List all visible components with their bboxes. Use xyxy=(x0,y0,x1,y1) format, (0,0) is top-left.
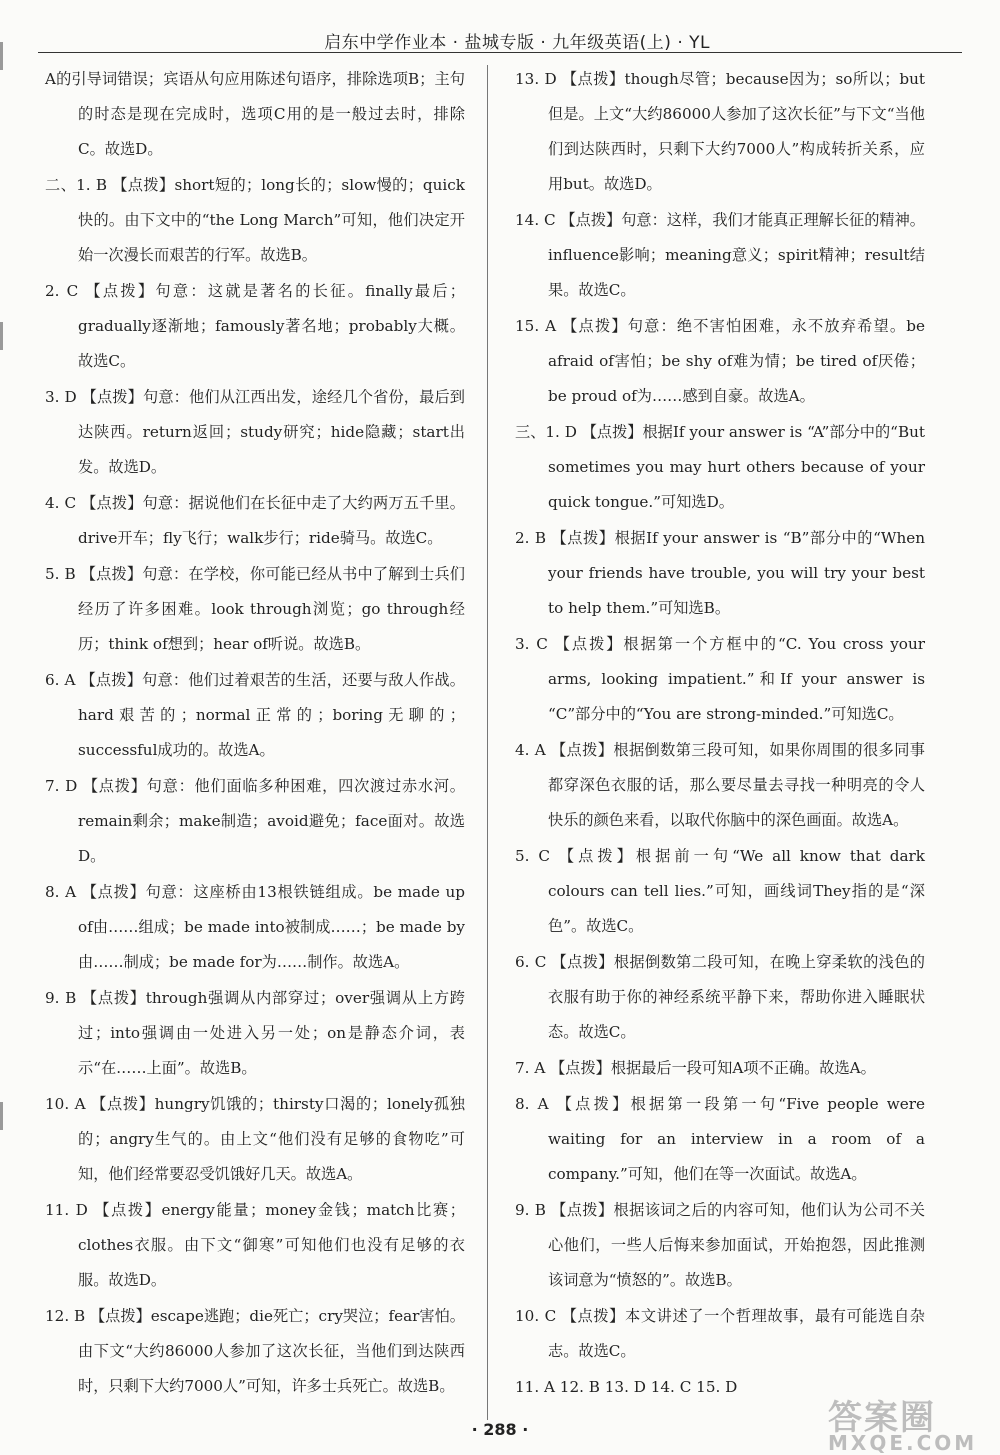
answer-item xyxy=(515,733,925,838)
answer-item xyxy=(515,521,925,626)
answer-item xyxy=(515,415,925,520)
answer-item xyxy=(45,380,465,485)
margin-mark xyxy=(0,42,3,70)
answer-item xyxy=(45,663,465,768)
margin-mark xyxy=(0,1102,3,1130)
answer-text: 6. C 【点拨】根据倒数第二段可知，在晚上穿柔软的浅色的衣服有助于你的神经系统平静下来，帮助你进入睡眠状态。故选C。 xyxy=(515,953,925,1041)
running-header: 启东中学作业本 · 盐城专版 · 九年级英语(上) · YL xyxy=(324,33,710,53)
answer-text: 10. C 【点拨】本文讲述了一个哲理故事，最有可能选自杂志。故选C。 xyxy=(515,1307,925,1360)
answer-text: 9. B 【点拨】through强调从内部穿过；over强调从上方跨过；into强调由一处进入另一处；on是静态介词，表示“在……上面”。故选B。 xyxy=(45,989,465,1077)
answer-text: 3. C 【点拨】根据第一个方框中的“C. You cross your arms, looking impatient.”和If your answer is “C”部分中的“You are strong-minded.”可知选C。 xyxy=(515,635,925,723)
answer-text: 14. C 【点拨】句意：这样，我们才能真正理解长征的精神。influence影响；meaning意义；spirit精神；result结果。故选C。 xyxy=(515,211,925,299)
answer-item xyxy=(45,62,465,167)
answer-text: 11. A 12. B 13. D 14. C 15. D xyxy=(515,1378,738,1396)
answer-item xyxy=(45,981,465,1086)
watermark-text: 答案圈 xyxy=(828,1398,936,1438)
answer-item xyxy=(45,1087,465,1192)
answer-item xyxy=(45,875,465,980)
column-divider xyxy=(487,65,488,1420)
header-rule xyxy=(38,52,962,53)
answer-text: 7. A 【点拨】根据最后一段可知A项不正确。故选A。 xyxy=(515,1059,876,1077)
answer-text: A的引导词错误；宾语从句应用陈述句语序，排除选项B；主句的时态是现在完成时，选项C用的是一般过去时，排除C。故选D。 xyxy=(45,70,465,158)
answer-text: 4. A 【点拨】根据倒数第三段可知，如果你周围的很多同事都穿深色衣服的话，那么要尽量去寻找一种明亮的令人快乐的颜色来看，以取代你脑中的深色画面。故选A。 xyxy=(515,741,925,829)
answer-item xyxy=(45,274,465,379)
answer-text: 9. B 【点拨】根据该词之后的内容可知，他们认为公司不关心他们，一些人后悔来参加面试，开始抱怨，因此推测该词意为“愤怒的”。故选B。 xyxy=(515,1201,925,1289)
answer-item xyxy=(45,486,465,556)
answer-item xyxy=(515,1087,925,1192)
answer-item xyxy=(515,1193,925,1298)
watermark-logo xyxy=(828,1390,988,1455)
page-number: · 288 · xyxy=(471,1420,529,1439)
answer-text: 二、1. B 【点拨】short短的；long长的；slow慢的；quick快的。由下文中的“the Long March”可知，他们决定开始一次漫长而艰苦的行军。故选B。 xyxy=(45,176,465,264)
answer-item xyxy=(45,1299,465,1404)
answer-text: 3. D 【点拨】句意：他们从江西出发，途经几个省份，最后到达陕西。return返回；study研究；hide隐藏；start出发。故选D。 xyxy=(45,388,465,476)
answer-text: 5. B 【点拨】句意：在学校，你可能已经从书中了解到士兵们经历了许多困难。look through浏览；go through经历；think of想到；hear of听说。故选B。 xyxy=(45,565,465,653)
answer-item xyxy=(515,309,925,414)
answer-text: 2. B 【点拨】根据If your answer is “B”部分中的“When your friends have trouble, you will try your best to help them.”可知选B。 xyxy=(515,529,925,617)
answer-text: 7. D 【点拨】句意：他们面临多种困难，四次渡过赤水河。remain剩余；make制造；avoid避免；face面对。故选D。 xyxy=(45,777,465,865)
answer-item xyxy=(45,168,465,273)
answer-text: 4. C 【点拨】句意：据说他们在长征中走了大约两万五千里。drive开车；fly飞行；walk步行；ride骑马。故选C。 xyxy=(45,494,465,547)
answer-text: 8. A 【点拨】根据第一段第一句“Five people were waiting for an interview in a room of a company.”可知，他们在等一次面试。故选A。 xyxy=(515,1095,925,1183)
answer-text: 5. C 【点拨】根据前一句“We all know that dark colours can tell lies.”可知，画线词They指的是“深色”。故选C。 xyxy=(515,847,925,935)
watermark-url: MXQE.COM xyxy=(828,1431,978,1455)
answer-item xyxy=(515,839,925,944)
answer-text: 6. A 【点拨】句意：他们过着艰苦的生活，还要与敌人作战。hard艰苦的；normal正常的；boring无聊的；successful成功的。故选A。 xyxy=(45,671,465,759)
answer-item xyxy=(45,769,465,874)
left-column xyxy=(45,62,465,1405)
answer-item xyxy=(515,945,925,1050)
answer-text: 2. C 【点拨】句意：这就是著名的长征。finally最后；gradually逐渐地；famously著名地；probably大概。故选C。 xyxy=(45,282,465,370)
answer-text: 10. A 【点拨】hungry饥饿的；thirsty口渴的；lonely孤独的；angry生气的。由上文“他们没有足够的食物吃”可知，他们经常要忍受饥饿好几天。故选A。 xyxy=(45,1095,465,1183)
answer-text: 12. B 【点拨】escape逃跑；die死亡；cry哭泣；fear害怕。由下文“大约86000人参加了这次长征，当他们到达陕西时，只剩下大约7000人”可知，许多士兵死亡。故选B。 xyxy=(45,1307,465,1395)
answer-item xyxy=(515,627,925,732)
answer-item xyxy=(45,1193,465,1298)
answer-text: 15. A 【点拨】句意：绝不害怕困难，永不放弃希望。be afraid of害怕；be shy of难为情；be tired of厌倦；be proud of为……感到自豪。故选A。 xyxy=(515,317,925,405)
right-column xyxy=(515,62,925,1406)
answer-item xyxy=(515,1299,925,1369)
answer-item xyxy=(515,203,925,308)
answer-item xyxy=(515,1051,925,1086)
margin-mark xyxy=(0,322,3,350)
answer-item xyxy=(515,62,925,202)
answer-text: 11. D 【点拨】energy能量；money金钱；match比赛；clothes衣服。由下文“御寒”可知他们也没有足够的衣服。故选D。 xyxy=(45,1201,465,1289)
answer-text: 8. A 【点拨】句意：这座桥由13根铁链组成。be made up of由……组成；be made into被制成……；be made by由……制成；be made for为……制作。故选A。 xyxy=(45,883,465,971)
answer-text: 三、1. D 【点拨】根据If your answer is “A”部分中的“But sometimes you may hurt others because of your quick tongue.”可知选D。 xyxy=(515,423,925,511)
answer-text: 13. D 【点拨】though尽管；because因为；so所以；but但是。上文“大约86000人参加了这次长征”与下文“当他们到达陕西时，只剩下大约7000人”构成转折关系，应用but。故选D。 xyxy=(515,70,925,193)
answer-item xyxy=(45,557,465,662)
